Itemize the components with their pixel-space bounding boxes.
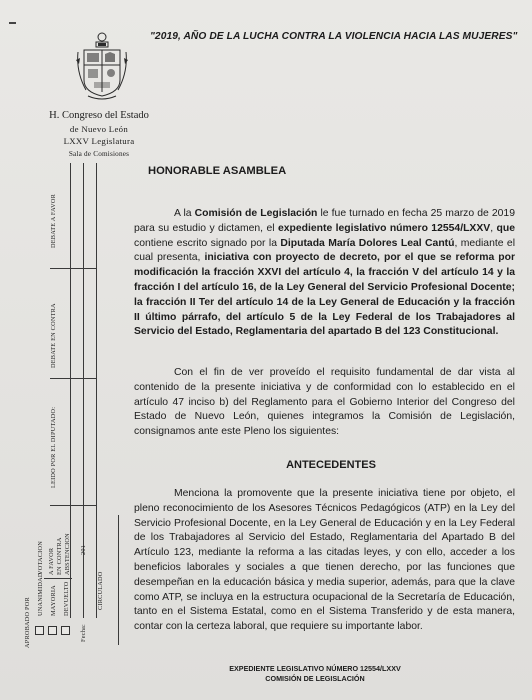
mayoria-checkbox[interactable]: [48, 626, 57, 635]
paragraph-antecedentes: Menciona la promovente que la presente iniciativa tiene por objeto, el pleno reconocimiento de los Asesores Técnicos Pedagógicos (ATP) en la Ley del Servicio Profesional Docente, en la Ley General de Educación y en la Ley Federal de los Trabajadores al Servicio del Estado, Reglamentaria del Apartado B del Artículo 123, mediante la reforma a las citadas leyes, y con ello, acceder a los beneficios laborales y sociales a que tienen derecho, por las funciones que desempeñan en la educación básica y media superior, además, para que la clave como ATP, se incluya en la estructura ocupacional de la Secretaría de Educación, tanto en el Sistema Estatal, como en el Sistema Transferido y de esta manera, contar con la certeza laboral, que requiere su importante labor.: [134, 488, 515, 633]
label-votacion: VOTACION: [37, 541, 44, 575]
label-circulado: CIRCULADO: [97, 571, 104, 610]
footer-comision: COMISIÓN DE LEGISLACIÓN: [265, 673, 365, 683]
label-en-contra: EN CONTRA: [56, 537, 63, 575]
label-debate-contra: DEBATE EN CONTRA: [50, 303, 57, 368]
label-fecha: Fecha:: [80, 624, 87, 642]
label-aprobado-por: APROBADO POR: [24, 597, 31, 648]
margin-divider: [50, 505, 96, 506]
institution-line-4: Sala de Comisiones: [68, 149, 130, 158]
institution-line-3: LXXV Legislatura: [63, 136, 135, 146]
label-mayoria: MAYORIA: [50, 585, 57, 616]
unanimidad-checkbox[interactable]: [35, 626, 44, 635]
devuelto-checkbox[interactable]: [61, 626, 70, 635]
margin-divider: [50, 378, 96, 379]
circulado-rule: [118, 515, 119, 645]
congress-header: [30, 110, 168, 160]
paragraph-turnado: A la Comisión de Legislación le fue turnado en fecha 25 marzo de 2019 para su estudio y dictamen, el expediente legislativo número 12554/LXXV, que contiene escrito signado por la Diputada María Dolores Leal Cantú, mediante el cual presenta, iniciativa con proyecto de decreto, por el que se reforma por modificación la fracción XXVI del artículo 4, la fracción V del artículo 14 y la fracción I del artículo 16, de la Ley General del Servicio Profesional Docente; la fracción II Ter del artículo 14 de la Ley General de Educación y la fracción II último párrafo, del artículo 5 de la Ley Federal de los Trabajadores al Servicio del Estado, Reglamentaria del apartado B del 123 Constitucional.: [134, 208, 515, 338]
margin-divider: [50, 268, 96, 269]
label-fecha-year: 201: [80, 544, 87, 555]
state-coat-of-arms-seal: [74, 30, 130, 104]
label-leido-por: LEIDO POR EL DIPUTADO:: [50, 406, 57, 488]
institution-line-1: H. Congreso del Estado: [49, 110, 149, 121]
paragraph-requisito: Con el fin de ver proveído el requisito fundamental de dar vista al contenido de la presente iniciativa y de conformidad con lo establecido en el artículo 47 inciso b) del Reglamento para el Gobierno Interior del Congreso del Estado de Nuevo León, quienes integramos la Comisión de Legislación, consignamos ante este Pleno los siguientes:: [134, 367, 515, 438]
label-abstencion: ABSTENCION: [64, 533, 71, 575]
institution-line-2: de Nuevo León: [69, 123, 129, 134]
label-devuelto: DEVUELTO: [63, 581, 70, 616]
label-unanimidad: UNANIMIDAD: [37, 572, 44, 616]
salutation-heading: HONORABLE ASAMBLEA: [148, 165, 287, 177]
margin-rule: [96, 163, 97, 618]
vote-line: [44, 578, 72, 579]
page-footer: [200, 664, 430, 683]
label-a-favor: A FAVOR: [48, 547, 55, 575]
year-motto: "2019, AÑO DE LA LUCHA CONTRA LA VIOLENCIA HACIA LAS MUJERES": [150, 31, 518, 42]
scan-mark: [9, 22, 16, 24]
label-debate-favor: DEBATE A FAVOR: [50, 193, 57, 248]
section-heading-antecedentes: ANTECEDENTES: [286, 459, 376, 471]
footer-expediente: EXPEDIENTE LEGISLATIVO NÚMERO 12554/LXXV: [229, 664, 401, 673]
